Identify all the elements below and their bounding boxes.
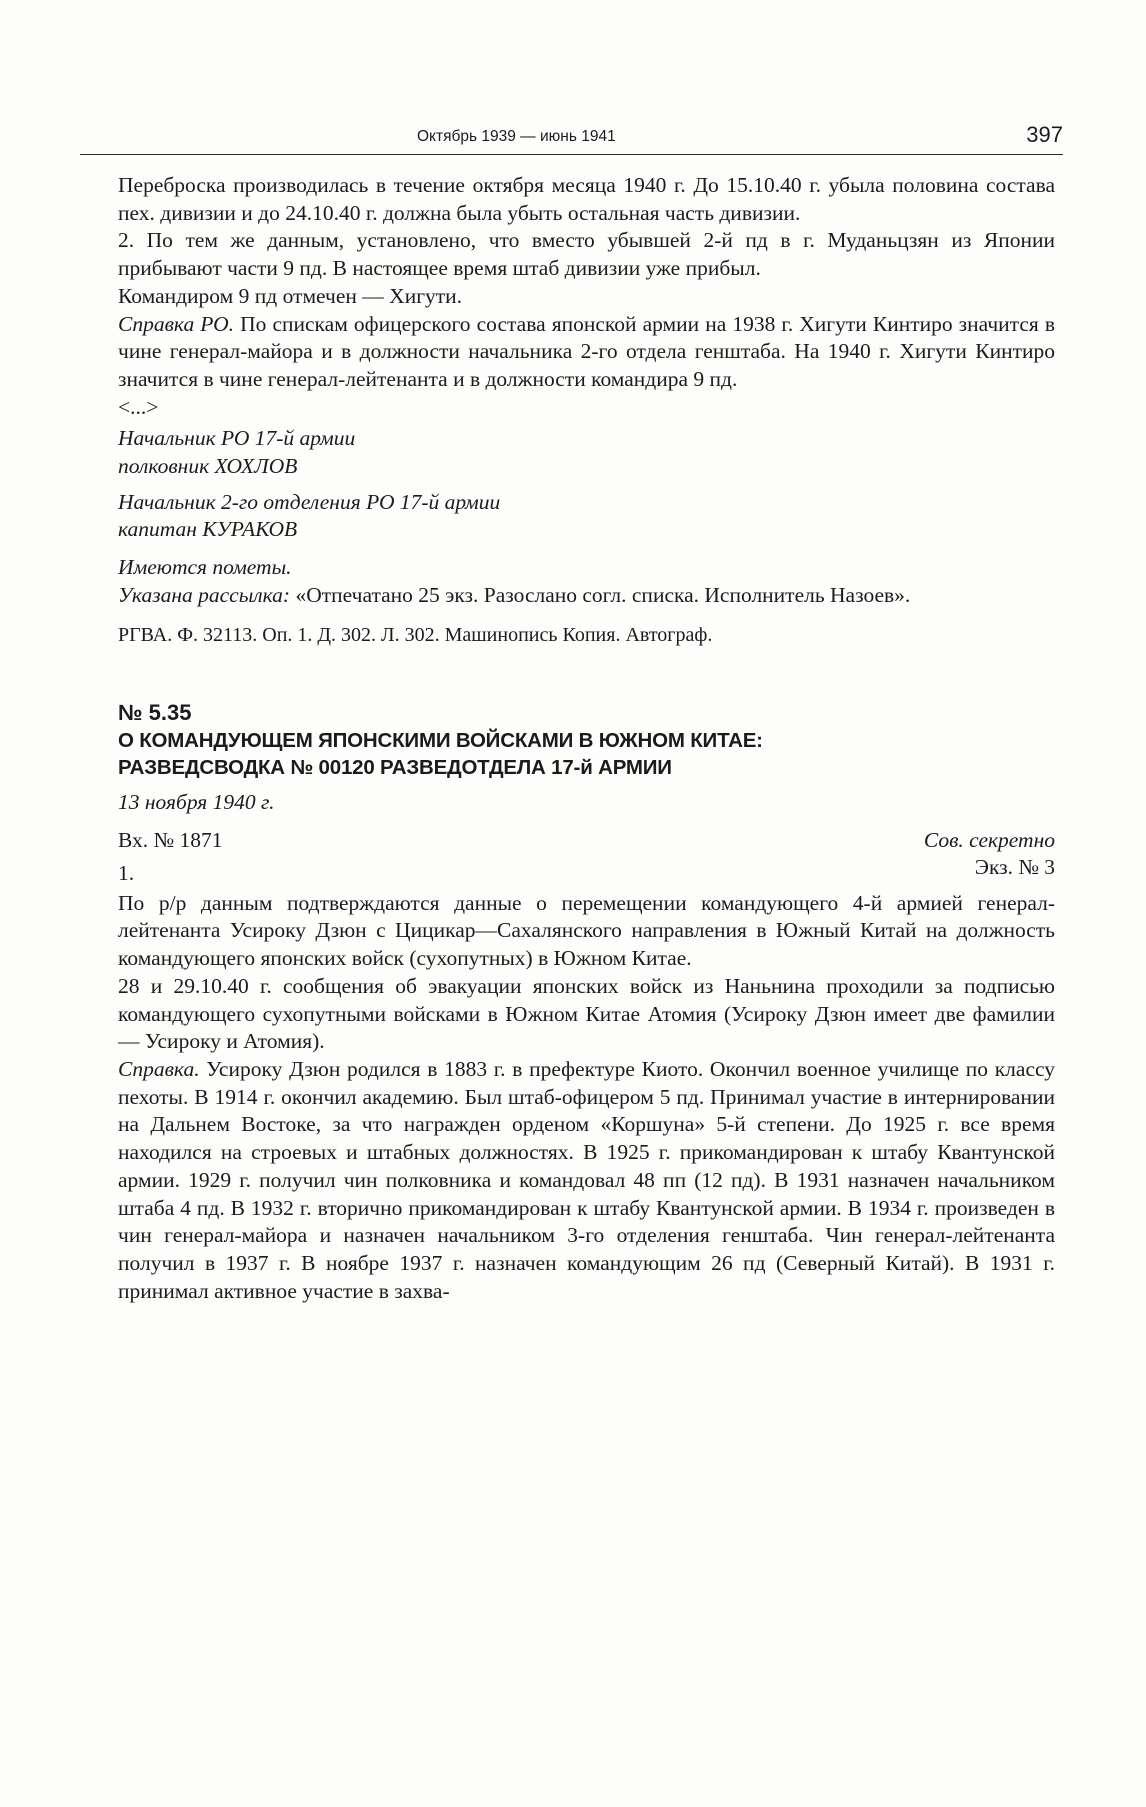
paragraph: Командиром 9 пд отмечен — Хигути. — [118, 283, 463, 308]
running-title: Октябрь 1939 — июнь 1941 — [417, 128, 616, 145]
document-title-line: О КОМАНДУЮЩЕМ ЯПОНСКИМИ ВОЙСКАМИ В ЮЖНОМ КИТАЕ: — [118, 728, 763, 752]
copy-number: Экз. № 3 — [974, 855, 1055, 880]
secrecy-stamp: Сов. секретно — [923, 827, 1055, 852]
marks-note: Имеются пометы. — [118, 555, 292, 580]
document-meta-row — [118, 827, 1055, 855]
distribution-label: Указана рассылка: — [118, 582, 291, 607]
page-body — [118, 172, 1055, 1305]
reference-text: Усироку Дзюн родился в 1883 г. в префектуре Киото. Окончил военное училище по классу пехоты. В 1914 г. окончил академию. Был штаб-офицером 5 пд. Принимал участие в интернировании на Дальнем Востоке, за что награжден орденом «Коршуна» 5-й степени. До 1925 г. все время находился на строевых и штабных должностях. В 1925 г. прикомандирован к штабу Квантунской армии. 1929 г. получил чин полковника и командовал 48 пп (12 пд). В 1931 назначен начальником штаба 4 пд. В 1932 г. вторично прикомандирован к штабу Квантунской армии. В 1934 г. произведен в чин генерал-майора и назначен начальником 3-го отделения генштаба. Чин генерал-лейтенанта получил в 1937 г. В ноябре 1937 г. назначен командующим 26 пд (Северный Китай). В 1931 г. принимал активное участие в захва- — [118, 1056, 1055, 1303]
incoming-number: Вх. № 1871 — [118, 827, 223, 852]
page-number: 397 — [1026, 122, 1063, 147]
document-title-line: РАЗВЕДСВОДКА № 00120 РАЗВЕДОТДЕЛА 17-й АРМИИ — [118, 755, 672, 779]
signature-title: Начальник РО 17-й армии — [118, 426, 356, 451]
distribution-text: «Отпечатано 25 экз. Разослано согл. списка. Исполнитель Назоев». — [290, 582, 911, 607]
running-header — [80, 118, 1063, 155]
document-date: 13 ноября 1940 г. — [118, 789, 275, 814]
reference-paragraph — [118, 311, 1055, 394]
reference-text: По спискам офицерского состава японской армии на 1938 г. Хигути Кинтиро значится в чине генерал-майора и в должности начальника 2-го отдела генштаба. На 1940 г. Хигути Кинтиро значится в чине генерал-лейтенанта и в должности командира 9 пд. — [118, 311, 1055, 391]
section-number: 1. — [118, 861, 135, 886]
reference-label: Справка. — [118, 1056, 200, 1081]
archive-reference: РГВА. Ф. 32113. Оп. 1. Д. 302. Л. 302. Машинопись Копия. Автограф. — [118, 623, 713, 646]
paragraph: 28 и 29.10.40 г. сообщения об эвакуации японских войск из Наньнина проходили за подписью командующего сухопутными войсками в Южном Китае Атомия (Усироку Дзюн имеет две фамилии — Усироку и Атомия). — [118, 973, 1055, 1054]
paragraph: 2. По тем же данным, установлено, что вместо убывшей 2-й пд в г. Муданьцзян из Японии прибывают части 9 пд. В настоящее время штаб дивизии уже прибыл. — [118, 228, 1055, 281]
signature-name: капитан КУРАКОВ — [118, 517, 298, 542]
signature-title: Начальник 2-го отделения РО 17-й армии — [118, 489, 501, 514]
paragraph: Переброска производилась в течение октября месяца 1940 г. До 15.10.40 г. убыла половина состава пех. дивизии и до 24.10.40 г. должна была убыть остальная часть дивизии. — [118, 173, 1055, 225]
reference-paragraph — [118, 1056, 1055, 1305]
ellipsis: <...> — [118, 394, 159, 419]
distribution-note — [118, 582, 1055, 610]
signature-name: полковник ХОХЛОВ — [118, 454, 298, 479]
paragraph: По р/р данным подтверждаются данные о перемещении командующего 4-й армией генерал-лейтенанта Усироку Дзюн с Цицикар—Сахалянского направления в Южный Китай на должность командующего японских войск (сухопутных) в Южном Китае. — [118, 890, 1055, 971]
reference-label: Справка РО. — [118, 311, 235, 336]
document-number: № 5.35 — [118, 700, 192, 726]
